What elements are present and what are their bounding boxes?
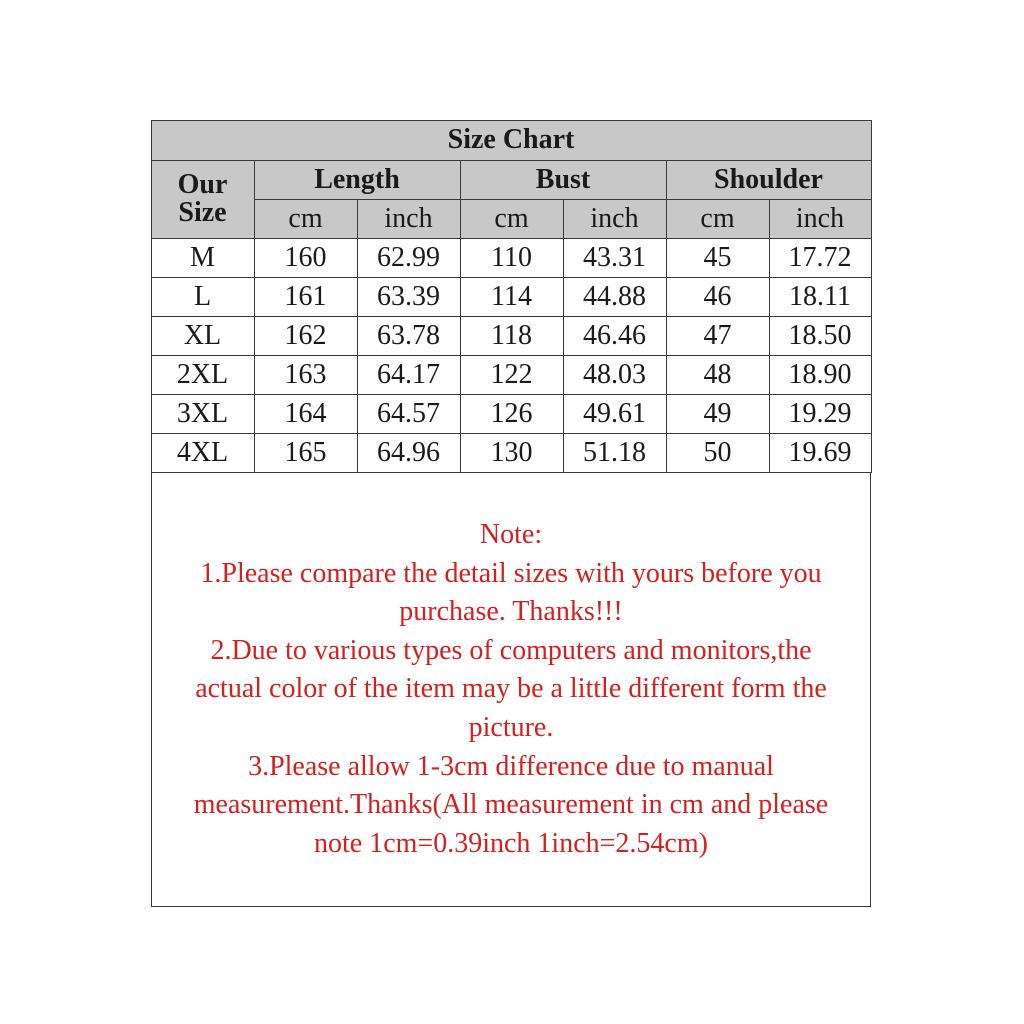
group-header-shoulder: Shoulder [666, 160, 871, 199]
value-cell: 64.57 [357, 394, 460, 433]
value-cell: 163 [254, 355, 357, 394]
unit-header: cm [460, 199, 563, 238]
value-cell: 47 [666, 316, 769, 355]
size-cell: 3XL [151, 394, 254, 433]
our-size-label-line1: Our [177, 169, 228, 200]
value-cell: 64.96 [357, 433, 460, 472]
unit-header: inch [769, 199, 871, 238]
our-size-label-line2: Size [178, 197, 227, 228]
value-cell: 130 [460, 433, 563, 472]
note-heading: Note: [479, 519, 543, 550]
table-row [151, 316, 871, 355]
value-cell: 18.50 [769, 316, 871, 355]
value-cell: 64.17 [357, 355, 460, 394]
value-cell: 43.31 [563, 238, 666, 277]
table-title: Size Chart [151, 120, 871, 160]
value-cell: 48 [666, 355, 769, 394]
value-cell: 165 [254, 433, 357, 472]
value-cell: 122 [460, 355, 563, 394]
note-line: measurement.Thanks(All measurement in cm and please [193, 789, 829, 821]
value-cell: 48.03 [563, 355, 666, 394]
size-cell: 2XL [151, 355, 254, 394]
value-cell: 19.69 [769, 433, 871, 472]
value-cell: 161 [254, 277, 357, 316]
notes-block [152, 516, 870, 863]
unit-header: cm [254, 199, 357, 238]
note-line: purchase. Thanks!!! [399, 596, 623, 628]
note-line: actual color of the item may be a little different form the [195, 673, 827, 705]
unit-header: cm [666, 199, 769, 238]
value-cell: 50 [666, 433, 769, 472]
note-line: 2.Due to various types of computers and monitors,the [210, 634, 812, 666]
value-cell: 44.88 [563, 277, 666, 316]
note-line: note 1cm=0.39inch 1inch=2.54cm) [314, 827, 708, 859]
value-cell: 114 [460, 277, 563, 316]
unit-header: inch [357, 199, 460, 238]
group-header-length: Length [254, 160, 460, 199]
note-line: 3.Please allow 1-3cm difference due to manual [248, 750, 774, 782]
size-cell: 4XL [151, 433, 254, 472]
value-cell: 49.61 [563, 394, 666, 433]
value-cell: 17.72 [769, 238, 871, 277]
value-cell: 162 [254, 316, 357, 355]
value-cell: 63.78 [357, 316, 460, 355]
table-row [151, 355, 871, 394]
size-cell: L [151, 277, 254, 316]
unit-header: inch [563, 199, 666, 238]
value-cell: 19.29 [769, 394, 871, 433]
table-row [151, 238, 871, 277]
value-cell: 126 [460, 394, 563, 433]
table-row [151, 394, 871, 433]
note-line: 1.Please compare the detail sizes with yours before you [200, 557, 822, 589]
value-cell: 49 [666, 394, 769, 433]
group-header-bust: Bust [460, 160, 666, 199]
value-cell: 46.46 [563, 316, 666, 355]
value-cell: 118 [460, 316, 563, 355]
table-row [151, 277, 871, 316]
size-chart-sheet [151, 120, 871, 907]
value-cell: 46 [666, 277, 769, 316]
value-cell: 63.39 [357, 277, 460, 316]
value-cell: 160 [254, 238, 357, 277]
our-size-header [151, 160, 254, 238]
size-cell: M [151, 238, 254, 277]
value-cell: 164 [254, 394, 357, 433]
value-cell: 110 [460, 238, 563, 277]
size-chart-table [151, 120, 872, 473]
note-line: picture. [468, 711, 554, 743]
value-cell: 18.11 [769, 277, 871, 316]
table-row [151, 433, 871, 472]
size-cell: XL [151, 316, 254, 355]
value-cell: 18.90 [769, 355, 871, 394]
value-cell: 45 [666, 238, 769, 277]
value-cell: 51.18 [563, 433, 666, 472]
value-cell: 62.99 [357, 238, 460, 277]
